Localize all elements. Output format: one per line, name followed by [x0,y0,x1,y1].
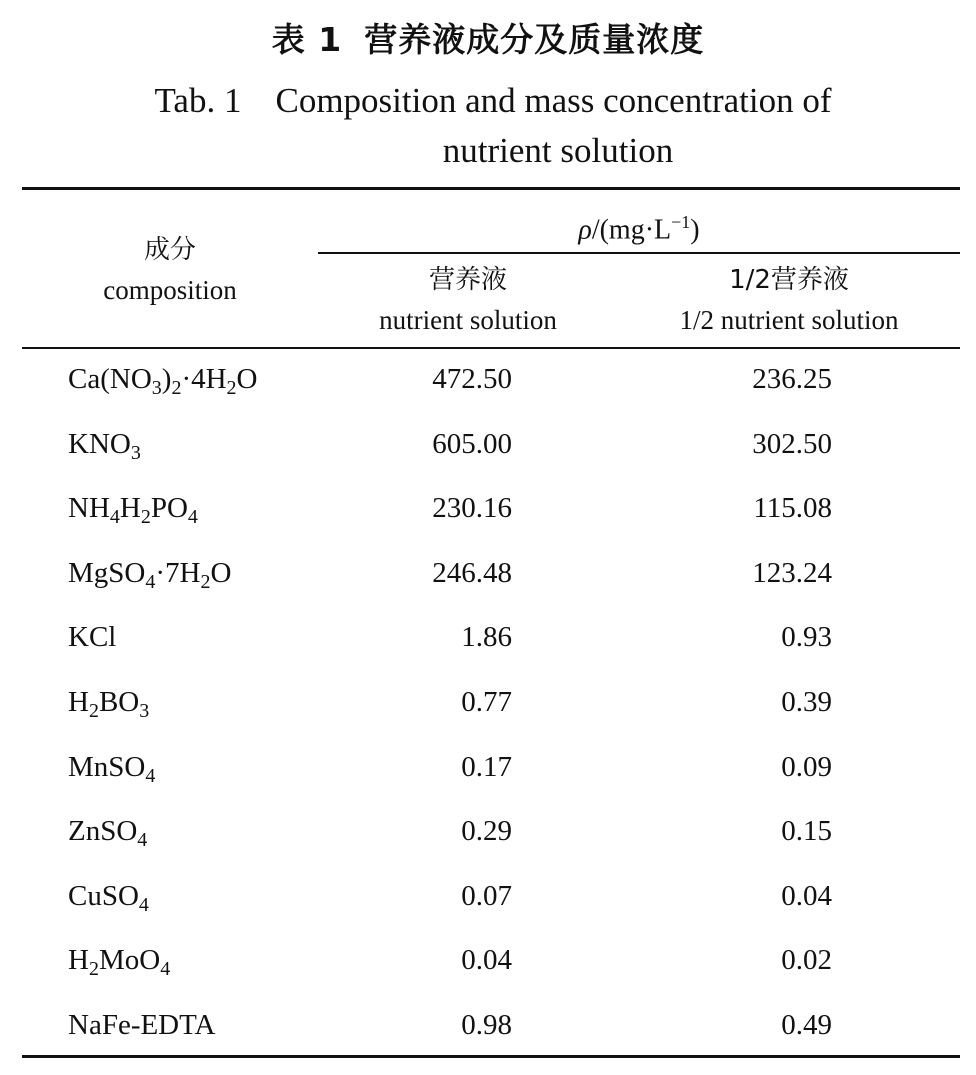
formula-subscript: 3 [139,699,150,722]
table-row [0,930,976,995]
unit-superscript: −1 [671,212,691,232]
table-row [0,607,976,672]
formula-text: CuSO [68,879,139,912]
formula-text: H [119,492,141,525]
table-caption-zh [0,14,976,66]
header-col1-en: nutrient solution [379,305,557,335]
table-title-en-line1: Composition and mass concentration of [275,81,832,120]
half-nutrient-solution-value: 0.15 [781,815,832,848]
formula-text: H [68,685,89,718]
table-row [0,349,976,414]
header-col2-en: 1/2 nutrient solution [679,305,899,335]
half-nutrient-solution-value: 0.93 [781,621,832,654]
header-unit [318,202,960,250]
formula-subscript: 2 [88,958,99,981]
formula-text: MgSO [68,556,146,589]
nutrient-solution-value: 0.04 [461,944,512,977]
composition-name [68,349,258,409]
rho-symbol: ρ [578,214,592,246]
formula-text: O [236,363,258,395]
composition-name [68,737,155,797]
formula-text: PO [150,492,188,525]
composition-name [68,801,147,861]
table-title-en-line2: nutrient solution [442,131,674,170]
composition-name [68,995,215,1055]
half-nutrient-solution-value: 302.50 [752,427,832,460]
formula-subscript: 2 [140,506,151,529]
table-row [0,478,976,543]
formula-text: Ca(NO [68,363,152,395]
half-nutrient-solution-value: 0.02 [781,944,832,977]
formula-subscript: 3 [130,441,141,464]
formula-text: MoO [98,944,161,977]
unit-suffix: ) [690,214,700,246]
header-nutrient-solution [318,260,618,340]
half-nutrient-solution-value: 123.24 [752,556,832,589]
nutrient-solution-value: 0.77 [461,685,512,718]
nutrient-solution-value: 0.17 [461,750,512,783]
nutrient-solution-value: 0.98 [461,1008,512,1041]
formula-subscript: 2 [171,377,182,399]
table-row [0,543,976,608]
formula-text: ·7H [155,556,201,589]
unit-span-rule [318,252,960,254]
nutrient-solution-value: 0.07 [461,879,512,912]
nutrient-solution-value: 230.16 [432,492,512,525]
formula-subscript: 2 [200,570,211,593]
header-col2-zh: 1/2营养液 [729,265,849,295]
half-nutrient-solution-value: 0.39 [781,685,832,718]
composition-name [68,543,231,603]
nutrient-solution-value: 0.29 [461,815,512,848]
nutrient-solution-value: 472.50 [432,363,512,395]
formula-subscript: 4 [145,570,156,593]
header-composition [22,230,318,310]
formula-subscript: 4 [137,829,148,852]
half-nutrient-solution-value: 115.08 [753,492,832,525]
formula-text: ·4H [181,363,227,395]
table-body [0,349,976,1060]
composition-name [68,672,149,732]
header-half-nutrient-solution [618,260,960,340]
formula-subscript: 4 [160,958,171,981]
table-title-zh: 营养液成分及质量浓度 [364,20,705,59]
formula-text: MnSO [68,750,146,783]
table-row [0,801,976,866]
table-row [0,672,976,737]
composition-name [68,866,149,926]
composition-name [68,930,170,990]
nutrient-solution-value: 605.00 [432,427,512,460]
formula-text: O [210,556,232,589]
composition-name [68,478,198,538]
formula-subscript: 2 [88,699,99,722]
header-composition-zh: 成分 [143,235,196,265]
formula-text: NaFe-EDTA [68,1008,216,1041]
table-number-en: Tab. 1 [154,81,242,120]
table-row [0,414,976,479]
nutrient-solution-value: 246.48 [432,556,512,589]
top-rule [22,187,960,190]
table-caption-en [0,76,976,126]
header-composition-en: composition [103,275,237,305]
half-nutrient-solution-value: 236.25 [752,363,832,395]
composition-name [68,414,141,474]
formula-subscript: 2 [226,377,237,399]
half-nutrient-solution-value: 0.09 [781,750,832,783]
nutrient-solution-value: 1.86 [461,621,512,654]
table-row [0,995,976,1060]
formula-text: H [68,944,89,977]
formula-subscript: 3 [151,377,162,399]
header-col1-zh: 营养液 [428,265,507,295]
table-row [0,737,976,802]
formula-subscript: 4 [145,764,156,787]
unit-prefix: /(mg·L [591,214,672,246]
composition-name [68,607,116,667]
half-nutrient-solution-value: 0.04 [781,879,832,912]
formula-subscript: 4 [187,506,198,529]
formula-text: NH [68,492,110,525]
formula-text: ) [161,363,172,395]
formula-text: KCl [68,621,117,654]
formula-text: KNO [68,427,131,460]
formula-subscript: 4 [109,506,120,529]
formula-subscript: 4 [138,893,149,916]
table-number-zh: 表 1 [271,20,343,59]
table-row [0,866,976,931]
formula-text: BO [98,685,140,718]
half-nutrient-solution-value: 0.49 [781,1008,832,1041]
formula-text: ZnSO [68,815,138,848]
